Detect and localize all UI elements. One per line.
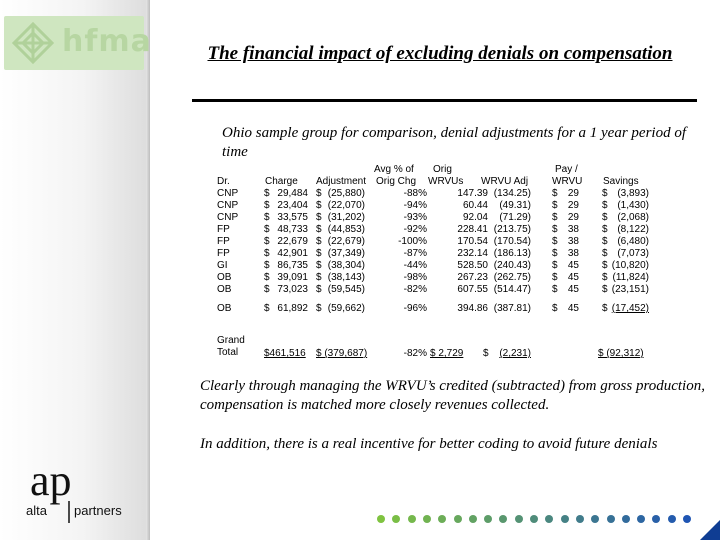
currency-symbol: $ [264,260,270,271]
grand-total-savings: $ (92,312) [598,348,644,359]
currency-symbol: $ [264,224,270,235]
cell-dr: OB [217,303,232,314]
cell-savings: (23,151) [611,284,649,295]
currency-symbol: $ [264,303,270,314]
cell-pay: 29 [567,212,579,223]
cell-adjustment: (31,202) [327,212,365,223]
decorative-dot [408,515,416,523]
cell-orig: 607.55 [457,284,488,295]
header-wrvu-adj: WRVU Adj [481,176,529,187]
cell-dr: GI [217,260,228,271]
cell-wrvu-adj: (387.81) [493,303,531,314]
decorative-dot [561,515,569,523]
cell-charge: 86,735 [277,260,308,271]
cell-savings: (10,820) [611,260,649,271]
title-divider [192,99,697,102]
header-adjustment: Adjustment [316,176,367,187]
alta-partners-logo [22,455,132,525]
cell-adjustment: (25,880) [327,188,365,199]
cell-pay: 45 [567,284,579,295]
currency-symbol: $ [602,212,608,223]
currency-symbol: $ [264,188,270,199]
currency-symbol: $ [552,272,558,283]
cell-adjustment: (44,853) [327,224,365,235]
currency-symbol: $ [602,272,608,283]
cell-orig: 528.50 [457,260,488,271]
decorative-dot [423,515,431,523]
cell-avg: -92% [403,224,427,235]
cell-wrvu-adj: (240.43) [493,260,531,271]
grand-total-charge: $461,516 [264,348,306,359]
currency-symbol: $ [602,284,608,295]
header-charge: Charge [265,176,298,187]
currency-symbol: $ [316,200,322,211]
decorative-dot [530,515,538,523]
currency-symbol: $ [264,284,270,295]
decorative-dot [499,515,507,523]
decorative-dot [622,515,630,523]
currency-symbol: $ [264,272,270,283]
slide-subtitle: Ohio sample group for comparison, denial adjustments for a 1 year period of time [222,125,687,160]
cell-avg: -94% [403,200,427,211]
slide-title: The financial impact of excluding denials on compensation [207,43,673,64]
currency-symbol: $ [316,272,322,283]
cell-wrvu-adj: (134.25) [493,188,531,199]
note-paragraph-2: In addition, there is a real incentive for better coding to avoid future denials [200,436,658,452]
decorative-dot [683,515,691,523]
currency-symbol: $ [316,303,322,314]
cell-charge: 33,575 [277,212,308,223]
currency-symbol: $ [264,200,270,211]
decorative-dot [576,515,584,523]
cell-pay: 45 [567,303,579,314]
cell-savings: (6,480) [617,236,649,247]
hfma-logo-text: hfma [62,24,152,59]
currency-symbol: $ [552,188,558,199]
cell-charge: 29,484 [277,188,308,199]
currency-symbol: $ [552,284,558,295]
currency-symbol: $ [316,212,322,223]
currency-symbol: $ [316,236,322,247]
cell-savings: (11,824) [612,272,649,283]
cell-adjustment: (38,143) [327,272,365,283]
cell-pay: 45 [567,272,579,283]
grand-total-adjustment: $ (379,687) [316,348,368,359]
cell-adjustment: (37,349) [327,248,365,259]
cell-orig: 232.14 [457,248,488,259]
cell-dr: FP [217,224,230,235]
cell-charge: 22,679 [277,236,308,247]
cell-avg: -87% [403,248,427,259]
cell-adjustment: (38,304) [327,260,365,271]
cell-charge: 61,892 [277,303,308,314]
decorative-dot [591,515,599,523]
currency-symbol: $ [316,260,322,271]
cell-adjustment: (59,545) [327,284,365,295]
logo-word-partners: partners [74,503,122,518]
logo-ap-letters: ap [30,456,72,505]
cell-avg: -88% [403,188,427,199]
cell-charge: 42,901 [277,248,308,259]
cell-wrvu-adj: (262.75) [493,272,531,283]
cell-wrvu-adj: (49.31) [499,200,531,211]
cell-wrvu-adj: (186.13) [493,248,531,259]
cell-orig: 267.23 [457,272,488,283]
header-savings: Savings [603,176,639,187]
currency-symbol: $ [316,188,322,199]
currency-symbol: $ [552,200,558,211]
currency-symbol: $ [602,200,608,211]
currency-symbol: $ [264,236,270,247]
decorative-dot [454,515,462,523]
cell-savings: (3,893) [617,188,649,199]
sidebar-edge [146,0,150,540]
cell-dr: CNP [217,188,239,199]
cell-orig: 92.04 [462,212,488,223]
decorative-dot [637,515,645,523]
cell-pay: 29 [567,188,579,199]
cell-orig: 394.86 [457,303,488,314]
grand-total-orig: $ 2,729 [430,348,464,359]
cell-savings: (2,068) [617,212,649,223]
cell-savings: (8,122) [617,224,649,235]
cell-pay: 38 [567,236,579,247]
decorative-dot [392,515,400,523]
currency-symbol: $ [264,248,270,259]
currency-symbol: $ [552,248,558,259]
cell-orig: 228.41 [457,224,488,235]
cell-avg: -98% [403,272,427,283]
cell-orig: 60.44 [462,200,488,211]
currency-symbol: $ [552,236,558,247]
header-avg-bottom: Orig Chg [376,176,417,187]
header-pay-top: Pay / [555,164,578,175]
currency-symbol: $ [552,303,558,314]
grand-total-wrvu-symbol: $ [483,348,489,359]
decorative-dot [469,515,477,523]
currency-symbol: $ [316,284,322,295]
cell-savings: (1,430) [617,200,649,211]
grand-total-label-1: Grand [217,335,245,346]
decorative-dot [377,515,385,523]
decorative-dot [545,515,553,523]
cell-adjustment: (22,070) [327,200,365,211]
cell-wrvu-adj: (514.47) [493,284,531,295]
cell-dr: OB [217,284,232,295]
header-dr: Dr. [217,176,230,187]
decorative-dot [652,515,660,523]
currency-symbol: $ [264,212,270,223]
note-paragraph-1: Clearly through managing the WRVU’s credited (subtracted) from gross production, compensation is matched more closely revenues collected. [200,378,705,413]
cell-charge: 23,404 [277,200,308,211]
grand-total-label-2: Total [217,347,239,358]
cell-charge: 48,733 [277,224,308,235]
cell-pay: 38 [567,224,579,235]
currency-symbol: $ [552,224,558,235]
grand-total-avg: -82% [403,348,427,359]
decorative-dot [438,515,446,523]
currency-symbol: $ [602,236,608,247]
currency-symbol: $ [602,260,608,271]
cell-dr: CNP [217,200,239,211]
decorative-dot [515,515,523,523]
cell-avg: -44% [403,260,427,271]
compensation-table [217,164,697,364]
cell-adjustment: (22,679) [327,236,365,247]
header-orig-top: Orig [433,164,452,175]
header-avg-top: Avg % of [374,164,414,175]
grand-total-wrvu-adj: (2,231) [499,348,531,359]
cell-wrvu-adj: (71.29) [499,212,531,223]
cell-dr: OB [217,272,232,283]
decorative-dot [484,515,492,523]
currency-symbol: $ [316,248,322,259]
corner-triangle-icon [700,520,720,540]
cell-orig: 147.39 [457,188,488,199]
cell-wrvu-adj: (170.54) [493,236,531,247]
decorative-dot [668,515,676,523]
cell-avg: -96% [403,303,427,314]
cell-pay: 38 [567,248,579,259]
cell-pay: 29 [567,200,579,211]
cell-savings: (17,452) [611,303,649,314]
cell-pay: 45 [567,260,579,271]
currency-symbol: $ [552,212,558,223]
cell-adjustment: (59,662) [327,303,365,314]
cell-savings: (7,073) [617,248,649,259]
header-pay-bottom: WRVU [552,176,583,187]
cell-dr: CNP [217,212,239,223]
currency-symbol: $ [552,260,558,271]
cell-dr: FP [217,248,230,259]
currency-symbol: $ [602,188,608,199]
currency-symbol: $ [602,303,608,314]
cell-wrvu-adj: (213.75) [493,224,531,235]
hfma-logo-mark-icon [10,20,56,66]
logo-word-alta: alta [26,503,47,518]
cell-avg: -82% [403,284,427,295]
header-orig-bottom: WRVUs [428,176,464,187]
currency-symbol: $ [602,248,608,259]
currency-symbol: $ [316,224,322,235]
cell-avg: -93% [403,212,427,223]
cell-charge: 73,023 [277,284,308,295]
decorative-dot [607,515,615,523]
cell-avg: -100% [398,236,427,247]
cell-charge: 39,091 [277,272,308,283]
cell-dr: FP [217,236,230,247]
currency-symbol: $ [602,224,608,235]
cell-orig: 170.54 [457,236,488,247]
